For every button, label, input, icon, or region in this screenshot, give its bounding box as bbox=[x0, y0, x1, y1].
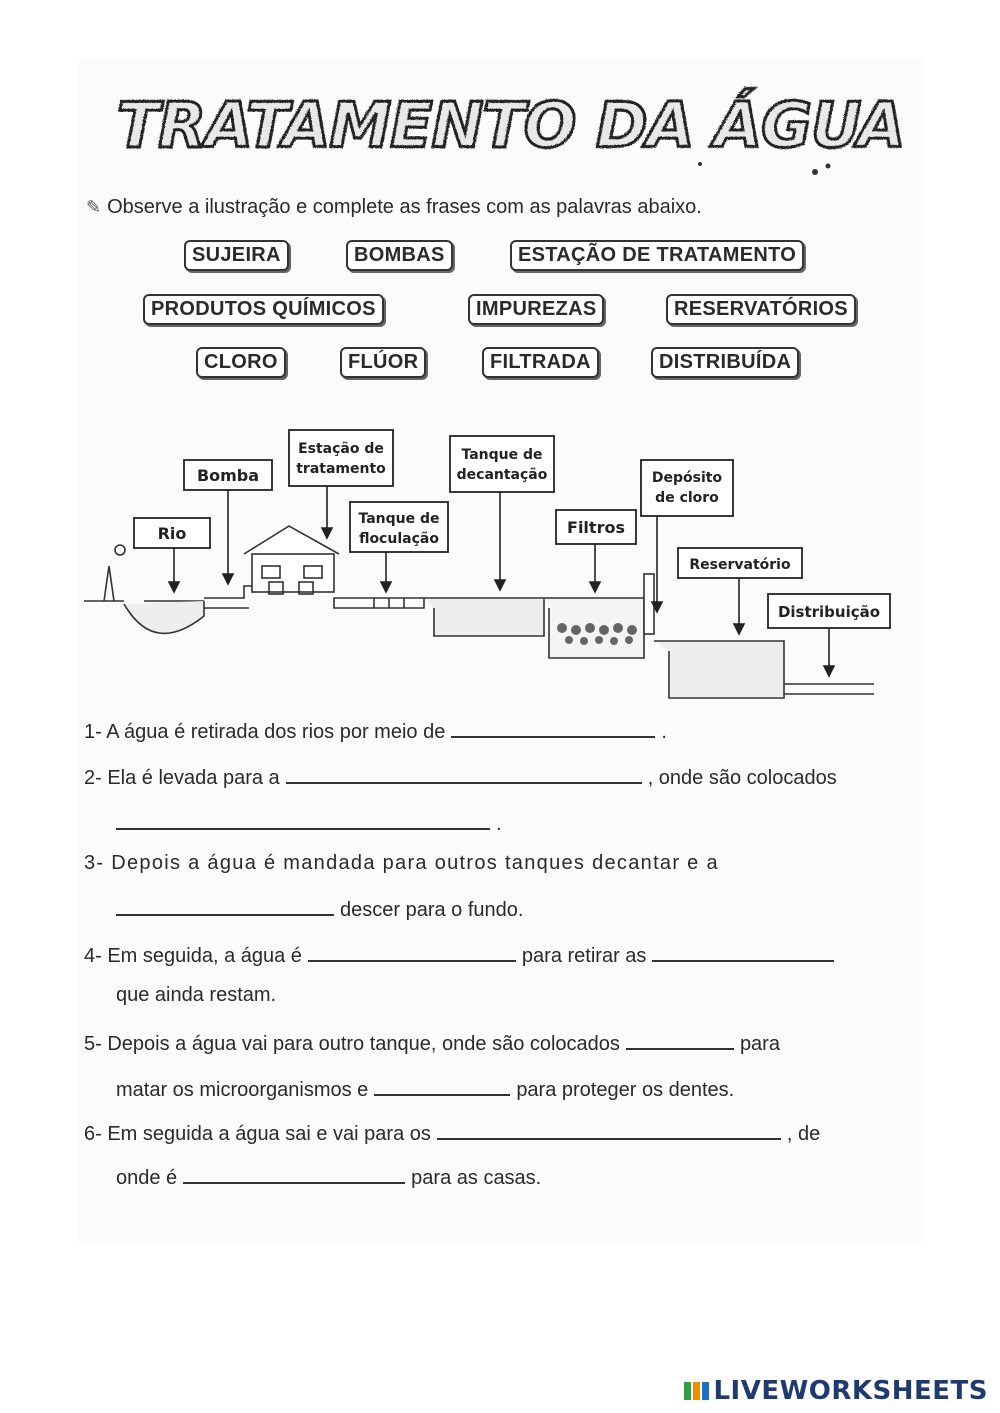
answer-blank[interactable] bbox=[308, 942, 516, 962]
answer-blank[interactable] bbox=[451, 718, 655, 738]
plant-icon bbox=[104, 566, 114, 601]
q3-text: 3- Depois a água é mandada para outros tanques decantar e a bbox=[84, 852, 719, 874]
water-drop-icon bbox=[812, 169, 818, 175]
word-bank-item[interactable]: IMPUREZAS bbox=[468, 294, 604, 325]
label-estacao-2: tratamento bbox=[296, 461, 386, 477]
q6-text-d: para as casas. bbox=[411, 1167, 542, 1189]
word-bank-item[interactable]: DISTRIBUÍDA bbox=[651, 347, 799, 378]
water-drop-icon bbox=[698, 162, 702, 166]
word-bank-item[interactable]: CLORO bbox=[196, 347, 286, 378]
question-4-cont bbox=[116, 984, 276, 1007]
question-5-cont bbox=[116, 1076, 734, 1102]
label-cloro-1: Depósito bbox=[651, 470, 723, 486]
q6-text-b: , de bbox=[786, 1123, 821, 1145]
treatment-station-house bbox=[244, 526, 339, 594]
answer-blank[interactable] bbox=[116, 896, 334, 916]
label-decantacao-1: Tanque de bbox=[461, 447, 543, 463]
reservoir bbox=[654, 641, 784, 698]
q2-text: 2- Ela é levada para a bbox=[84, 767, 280, 789]
label-bomba: Bomba bbox=[196, 466, 260, 485]
pencil-icon: ✎ bbox=[86, 197, 102, 217]
question-2 bbox=[84, 764, 837, 790]
brand-text: LIVEWORKSHEETS bbox=[713, 1376, 988, 1406]
answer-blank[interactable] bbox=[183, 1164, 405, 1184]
q5-text-b: para bbox=[739, 1033, 780, 1055]
liveworksheets-brand bbox=[684, 1376, 988, 1406]
q5-text-c: matar os microorganismos e bbox=[116, 1079, 369, 1101]
label-box-cloro bbox=[641, 460, 733, 516]
question-2-cont bbox=[116, 810, 502, 836]
flower-icon bbox=[115, 545, 125, 555]
label-decantacao-2: decantação bbox=[456, 467, 548, 483]
decantation-tank bbox=[424, 598, 544, 636]
instruction bbox=[86, 196, 702, 219]
pipe bbox=[204, 586, 259, 608]
question-3 bbox=[84, 852, 719, 875]
q6-text-c: onde é bbox=[116, 1167, 178, 1189]
word-bank-item[interactable]: RESERVATÓRIOS bbox=[666, 294, 856, 325]
q1-text: 1- A água é retirada dos rios por meio de bbox=[84, 721, 446, 743]
label-estacao-1: Estação de bbox=[298, 441, 384, 457]
label-cloro-2: de cloro bbox=[655, 490, 719, 506]
label-floculacao-2: floculação bbox=[359, 531, 439, 547]
question-6-cont bbox=[116, 1164, 541, 1190]
word-bank-item[interactable]: BOMBAS bbox=[346, 240, 453, 271]
q5-text: 5- Depois a água vai para outro tanque, onde são colocados bbox=[84, 1033, 620, 1055]
q3-text-b: descer para o fundo. bbox=[340, 899, 524, 921]
q2-text-b: , onde são colocados bbox=[647, 767, 837, 789]
word-bank-item[interactable]: SUJEIRA bbox=[184, 240, 289, 271]
q4-text: 4- Em seguida, a água é bbox=[84, 945, 302, 967]
q5-text-d: para proteger os dentes. bbox=[516, 1079, 735, 1101]
answer-blank[interactable] bbox=[374, 1076, 510, 1096]
label-reservatorio: Reservatório bbox=[689, 557, 791, 573]
label-box-estacao bbox=[289, 430, 393, 486]
instruction-text: Observe a ilustração e complete as frases com as palavras abaixo. bbox=[107, 196, 702, 218]
q4-text-b: para retirar as bbox=[521, 945, 647, 967]
question-1 bbox=[84, 718, 667, 744]
answer-blank[interactable] bbox=[626, 1030, 734, 1050]
label-filtros: Filtros bbox=[567, 518, 625, 537]
title-text: TRATAMENTO DA ÁGUA bbox=[116, 88, 904, 161]
label-box-decantacao bbox=[450, 436, 554, 492]
worksheet-title bbox=[116, 72, 904, 182]
water-treatment-diagram bbox=[84, 426, 884, 716]
q2-end: . bbox=[496, 813, 502, 835]
q6-text: 6- Em seguida a água sai e vai para os bbox=[84, 1123, 431, 1145]
answer-blank[interactable] bbox=[116, 810, 490, 830]
river-shape bbox=[124, 601, 204, 633]
answer-blank[interactable] bbox=[652, 942, 834, 962]
liveworksheets-logo-icon bbox=[684, 1380, 710, 1402]
question-6 bbox=[84, 1120, 820, 1146]
distribution-pipe bbox=[784, 684, 874, 694]
question-3-cont bbox=[116, 896, 523, 922]
answer-blank[interactable] bbox=[437, 1120, 781, 1140]
label-rio: Rio bbox=[157, 524, 187, 543]
flocculation-tank bbox=[334, 598, 424, 608]
q4-text-c: que ainda restam. bbox=[116, 984, 277, 1006]
word-bank-item[interactable]: FLÚOR bbox=[340, 347, 426, 378]
word-bank-item[interactable]: PRODUTOS QUÍMICOS bbox=[143, 294, 384, 325]
question-5 bbox=[84, 1030, 780, 1056]
word-bank-item[interactable]: FILTRADA bbox=[482, 347, 599, 378]
label-distribuicao: Distribuição bbox=[777, 603, 881, 621]
label-floculacao-1: Tanque de bbox=[358, 511, 440, 527]
question-4 bbox=[84, 942, 840, 968]
water-drop-icon bbox=[826, 164, 831, 169]
answer-blank[interactable] bbox=[286, 764, 642, 784]
word-bank-item[interactable]: ESTAÇÃO DE TRATAMENTO bbox=[510, 240, 804, 271]
q1-end: . bbox=[661, 721, 667, 743]
